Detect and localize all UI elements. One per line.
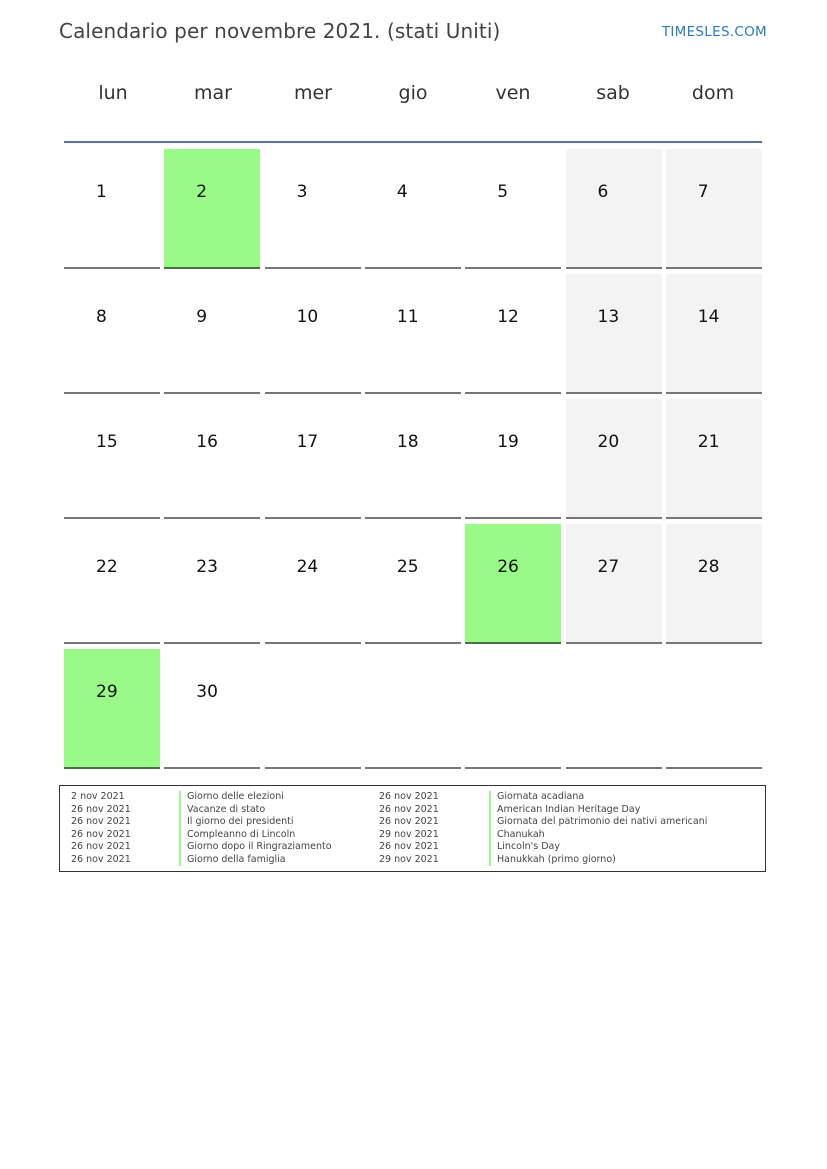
day-number: 7 [697,182,709,202]
calendar-day-weekend[interactable] [566,399,662,519]
weekday-label: gio [398,82,428,104]
calendar-day[interactable] [164,524,260,644]
holiday-name: Giorno delle elezioni [179,791,284,804]
weekday-label: mar [194,82,232,104]
holiday-name: Giorno dopo il Ringraziamento [179,841,332,854]
day-number: 27 [597,557,620,577]
day-number: 12 [497,307,519,327]
header-divider [64,141,762,143]
calendar-day-holiday[interactable] [164,149,260,269]
day-number: 15 [96,432,118,452]
day-number: 19 [497,432,519,452]
calendar-day[interactable] [265,149,361,269]
calendar-day[interactable] [64,399,160,519]
day-number: 1 [96,182,107,202]
calendar-day[interactable] [365,274,461,394]
holiday-date: 26 nov 2021 [71,828,131,840]
day-number: 14 [697,307,720,327]
page-title: Calendario per novembre 2021. (stati Uniti) [59,19,501,43]
calendar-day[interactable] [164,274,260,394]
holiday-name: Il giorno dei presidenti [179,816,294,829]
calendar-day-empty [465,649,561,769]
calendar-day-weekend[interactable] [566,274,662,394]
holiday-name: Giornata del patrimonio dei nativi americani [489,816,707,829]
day-number: 5 [497,182,509,202]
calendar-day[interactable] [465,399,561,519]
calendar-day[interactable] [164,649,260,769]
day-number: 4 [396,182,408,202]
calendar-day[interactable] [265,274,361,394]
brand-logo-text[interactable]: TIMESLES.COM [661,24,767,40]
day-number: 2 [196,182,208,202]
calendar-day[interactable] [465,149,561,269]
holiday-name: Hanukkah (primo giorno) [489,854,616,867]
day-number: 28 [697,557,720,577]
day-number: 13 [597,307,620,327]
day-number: 17 [296,432,319,452]
calendar-day[interactable] [64,274,160,394]
day-number: 16 [196,432,218,452]
holiday-date: 26 nov 2021 [379,791,439,802]
calendar-day-weekend[interactable] [666,149,762,269]
weekday-label: dom [691,82,735,104]
holiday-name: Compleanno di Lincoln [179,829,295,842]
calendar-day[interactable] [64,524,160,644]
holiday-date: 26 nov 2021 [379,803,439,815]
calendar-day-weekend[interactable] [666,524,762,644]
weekday-header-row [63,82,763,126]
calendar-day-empty [566,649,662,769]
weekday-label: mer [293,82,332,104]
day-number: 21 [697,432,720,452]
calendar-day[interactable] [365,524,461,644]
holiday-name: Giornata acadiana [489,791,584,804]
calendar-day[interactable] [164,399,260,519]
holiday-date: 2 nov 2021 [71,791,125,802]
holiday-name: Chanukah [489,829,545,842]
calendar-day[interactable] [465,274,561,394]
holiday-date: 26 nov 2021 [71,803,131,815]
calendar-day[interactable] [265,524,361,644]
holiday-date: 26 nov 2021 [71,853,131,865]
day-number: 22 [96,557,118,577]
holiday-name: Vacanze di stato [179,804,265,817]
calendar-day-weekend[interactable] [566,149,662,269]
calendar-day[interactable] [265,399,361,519]
calendar-day[interactable] [365,149,461,269]
calendar-day-empty [265,649,361,769]
calendar-day-empty [666,649,762,769]
day-number: 29 [96,682,118,702]
holiday-name: American Indian Heritage Day [489,804,640,817]
day-number: 10 [296,307,319,327]
holiday-date: 29 nov 2021 [379,828,439,840]
calendar-day[interactable] [64,149,160,269]
day-number: 8 [96,307,107,327]
holiday-date: 26 nov 2021 [379,816,439,827]
day-number: 9 [196,307,208,327]
holiday-date: 29 nov 2021 [379,853,439,865]
holiday-date: 26 nov 2021 [71,816,131,827]
calendar-day-empty [365,649,461,769]
holiday-name: Giorno della famiglia [179,854,286,867]
weekday-label: lun [98,82,128,104]
day-number: 6 [597,182,609,202]
day-number: 20 [597,432,620,452]
weekday-label: ven [495,82,531,104]
calendar-day-weekend[interactable] [566,524,662,644]
calendar-day-holiday[interactable] [465,524,561,644]
calendar-day-weekend[interactable] [666,399,762,519]
holiday-legend [59,785,766,872]
calendar-day[interactable] [365,399,461,519]
holiday-date: 26 nov 2021 [71,841,131,852]
holiday-name: Lincoln's Day [489,841,560,854]
day-number: 23 [196,557,218,577]
holiday-date: 26 nov 2021 [379,841,439,852]
day-number: 30 [196,682,218,702]
day-number: 18 [396,432,419,452]
weekday-label: sab [596,82,630,104]
calendar-day-holiday[interactable] [64,649,160,769]
day-number: 24 [296,557,319,577]
day-number: 11 [396,307,419,327]
day-number: 25 [396,557,419,577]
day-number: 26 [497,557,519,577]
calendar-day-weekend[interactable] [666,274,762,394]
day-number: 3 [296,182,308,202]
